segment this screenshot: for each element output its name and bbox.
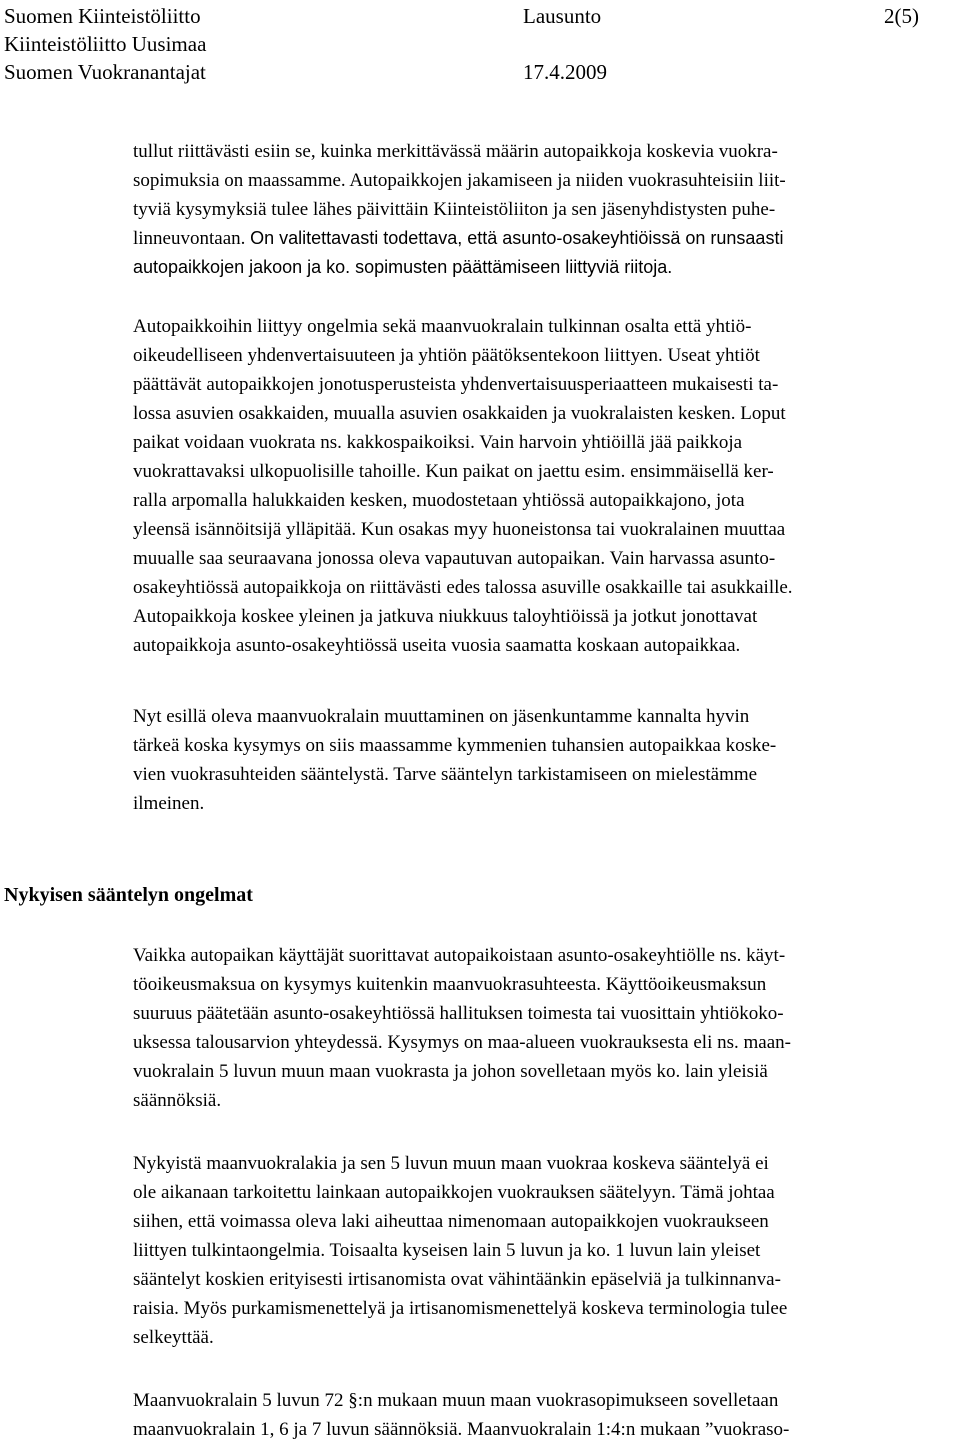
paragraph-2	[133, 312, 933, 660]
paragraph-4	[133, 941, 933, 1115]
header-row-1	[4, 2, 956, 30]
paragraph-line: suuruus päätetään asunto-osakeyhtiössä hallituksen toimesta tai vuosittain yhtiökoko-	[133, 1003, 784, 1024]
header-org-2: Kiinteistöliitto Uusimaa	[4, 32, 207, 56]
header-date: 17.4.2009	[523, 60, 607, 84]
paragraph-line-sans: autopaikkojen jakoon ja ko. sopimusten päättämiseen liittyviä riitoja.	[133, 257, 673, 277]
paragraph-line: töoikeusmaksua on kysymys kuitenkin maanvuokrasuhteesta. Käyttöoikeusmaksun	[133, 974, 767, 995]
paragraph-fragment-sans: On valitettavasti todettava, että asunto-osakeyhtiöissä on runsaasti	[250, 228, 784, 248]
paragraph-5	[133, 1149, 933, 1352]
paragraph-line: maanvuokralain 1, 6 ja 7 luvun säännöksiä. Maanvuokralain 1:4:n mukaan ”vuokraso-	[133, 1419, 790, 1440]
paragraph-line: muualle saa seuraavana jonossa oleva vapautuvan autopaikan. Vain harvassa asunto-	[133, 548, 776, 569]
header-page-number: 2(5)	[884, 4, 919, 28]
paragraph-line: vuokrattavaksi ulkopuolisille tahoille. Kun paikat on jaettu esim. ensimmäisellä ker-	[133, 461, 774, 482]
paragraph-line: lossa asuvien osakkaiden, muualla asuvien osakkaiden ja vuokralaisten kesken. Loput	[133, 403, 786, 424]
header-row-2	[4, 30, 956, 58]
document-header	[4, 2, 956, 86]
paragraph-line: osakeyhtiössä autopaikkoja on riittävästi edes talossa asuville osakkaille tai asukkaille.	[133, 577, 793, 598]
paragraph-line: autopaikkoja asunto-osakeyhtiössä useita vuosia saamatta koskaan autopaikkaa.	[133, 635, 741, 656]
paragraph-line: sopimuksia on maassamme. Autopaikkojen jakamiseen ja niiden vuokrasuhteisiin liit-	[133, 170, 786, 191]
paragraph-line: Vaikka autopaikan käyttäjät suorittavat autopaikoistaan asunto-osakeyhtiölle ns. käyt-	[133, 945, 786, 966]
paragraph-fragment: linneuvontaan.	[133, 228, 246, 249]
paragraph-line: yleensä isännöitsijä ylläpitää. Kun osakas myy huoneistonsa tai vuokralainen muuttaa	[133, 519, 786, 540]
paragraph-line: Autopaikkoihin liittyy ongelmia sekä maanvuokralain tulkinnan osalta että yhtiö-	[133, 316, 752, 337]
paragraph-line: Maanvuokralain 5 luvun 72 §:n mukaan muun maan vuokrasopimukseen sovelletaan	[133, 1390, 779, 1411]
paragraph-line: vuokralain 5 luvun muun maan vuokrasta ja johon sovelletaan myös ko. lain yleisiä	[133, 1061, 768, 1082]
header-row-3	[4, 58, 956, 86]
paragraph-line: Autopaikkoja koskee yleinen ja jatkuva niukkuus taloyhtiöissä ja jotkut jonottavat	[133, 606, 758, 627]
paragraph-6	[133, 1386, 933, 1444]
paragraph-line: oikeudelliseen yhdenvertaisuuteen ja yhtiön päätöksentekoon liittyen. Useat yhtiöt	[133, 345, 760, 366]
header-org-3: Suomen Vuokranantajat	[4, 60, 206, 84]
header-org-1: Suomen Kiinteistöliitto	[4, 4, 201, 28]
paragraph-line: säännöksiä.	[133, 1090, 222, 1111]
section-heading: Nykyisen sääntelyn ongelmat	[4, 884, 253, 906]
paragraph-line: vien vuokrasuhteiden sääntelystä. Tarve sääntelyn tarkistamiseen on mielestämme	[133, 764, 758, 785]
paragraph-line: sääntelyt koskien erityisesti irtisanomista ovat vähintäänkin epäselviä ja tulkinnanva-	[133, 1269, 781, 1290]
paragraph-line: ralla arpomalla halukkaiden kesken, muodostetaan yhtiössä autopaikkajono, jota	[133, 490, 745, 511]
paragraph-line: liittyen tulkintaongelmia. Toisaalta kyseisen lain 5 luvun ja ko. 1 luvun lain yleiset	[133, 1240, 761, 1261]
paragraph-line: tyviä kysymyksiä tulee lähes päivittäin Kiinteistöliiton ja sen jäsenyhdistysten puhe-	[133, 199, 776, 220]
header-doc-type: Lausunto	[523, 4, 602, 28]
paragraph-line: Nyt esillä oleva maanvuokralain muuttaminen on jäsenkuntamme kannalta hyvin	[133, 706, 750, 727]
paragraph-line: tärkeä koska kysymys on siis maassamme kymmenien tuhansien autopaikkaa koske-	[133, 735, 777, 756]
paragraph-line: uksessa talousarvion yhteydessä. Kysymys on maa-alueen vuokrauksesta eli ns. maan-	[133, 1032, 791, 1053]
paragraph-line: raisia. Myös purkamismenettelyä ja irtisanomismenettelyä koskeva terminologia tulee	[133, 1298, 788, 1319]
paragraph-line	[133, 224, 933, 253]
paragraph-1	[133, 137, 933, 282]
paragraph-line: tullut riittävästi esiin se, kuinka merkittävässä määrin autopaikkoja koskevia vuokra-	[133, 141, 778, 162]
paragraph-line: päättävät autopaikkojen jonotusperusteista yhdenvertaisuusperiaatteen mukaisesti ta-	[133, 374, 779, 395]
paragraph-line: siihen, että voimassa oleva laki aiheuttaa nimenomaan autopaikkojen vuokraukseen	[133, 1211, 769, 1232]
paragraph-line: ole aikanaan tarkoitettu lainkaan autopaikkojen vuokrauksen säätelyyn. Tämä johtaa	[133, 1182, 775, 1203]
paragraph-3	[133, 702, 933, 818]
paragraph-line: ilmeinen.	[133, 793, 205, 814]
paragraph-line: Nykyistä maanvuokralakia ja sen 5 luvun muun maan vuokraa koskeva sääntelyä ei	[133, 1153, 769, 1174]
paragraph-line: paikat voidaan vuokrata ns. kakkospaikoiksi. Vain harvoin yhtiöillä jää paikkoja	[133, 432, 743, 453]
paragraph-line: selkeyttää.	[133, 1327, 214, 1348]
